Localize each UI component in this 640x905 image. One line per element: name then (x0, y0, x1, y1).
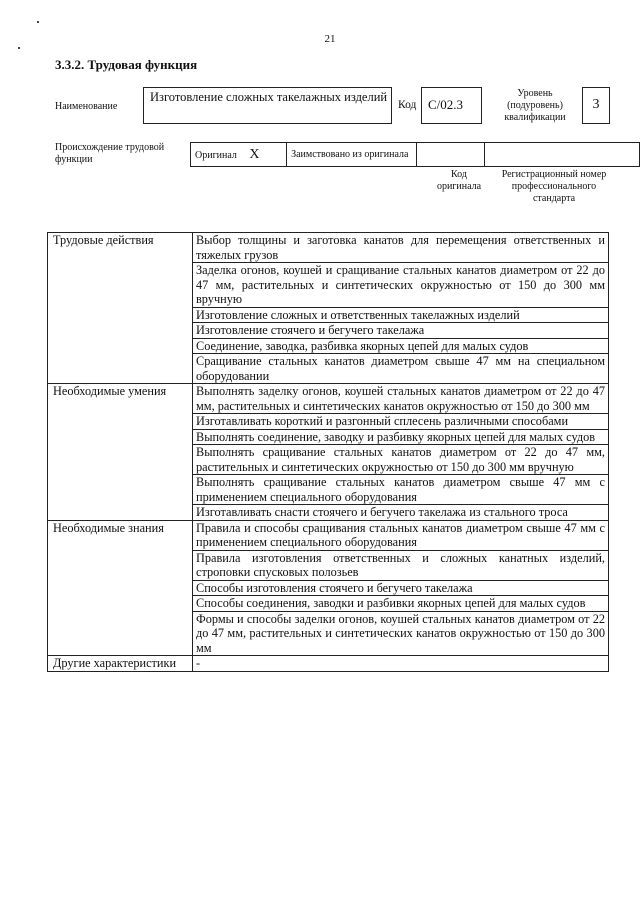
table-row (48, 656, 609, 672)
table-cell: Заделка огонов, коушей и сращивание стальных канатов диаметром от 22 до 47 мм, растительных и синтетических окружностью от 150 до 300 мм вручную (193, 263, 609, 308)
origin-label: Происхождение трудовой функции (55, 142, 165, 165)
category-cell: Трудовые действия (48, 233, 193, 384)
function-table (47, 232, 609, 672)
table-cell: Правила изготовления ответственных и сложных канатных изделий, строповки спусковых полозьев (193, 550, 609, 580)
table-cell: Выполнять сращивание стальных канатов диаметром от 22 до 47 мм, растительных и синтетических окружностью от 150 до 300 мм вручную (193, 445, 609, 475)
table-cell: Изготовление стоячего и бегучего такелажа (193, 323, 609, 339)
original-label: Оригинал (195, 149, 237, 161)
table-row (48, 233, 609, 263)
table-cell: Способы соединения, заводки и разбивки якорных цепей для малых судов (193, 596, 609, 612)
margin-speck (18, 47, 20, 49)
borrowed-label: Заимствовано из оригинала (287, 143, 417, 167)
table-row (48, 520, 609, 550)
original-code-cell (417, 143, 485, 167)
page-number: 21 (324, 33, 336, 45)
level-value: 3 (582, 87, 610, 124)
table-cell: Выбор толщины и заготовка канатов для перемещения ответственных и тяжелых грузов (193, 233, 609, 263)
code-caption: Код оригинала (436, 169, 482, 192)
level-label: Уровень (подуровень) квалификации (504, 88, 566, 123)
table-cell: Изготовление сложных и ответственных такелажных изделий (193, 307, 609, 323)
original-cell (191, 143, 287, 167)
name-value: Изготовление сложных такелажных изделий (143, 87, 392, 124)
category-cell: Другие характеристики (48, 656, 193, 672)
table-cell: Правила и способы сращивания стальных канатов диаметром свыше 47 мм с применением специального оборудования (193, 520, 609, 550)
table-cell: Способы изготовления стоячего и бегучего такелажа (193, 580, 609, 596)
code-value: С/02.3 (421, 87, 482, 124)
table-cell: Выполнять соединение, заводку и разбивку якорных цепей для малых судов (193, 429, 609, 445)
table-cell: Изготавливать короткий и разгонный сплесень различными способами (193, 414, 609, 430)
category-cell: Необходимые умения (48, 384, 193, 521)
category-cell: Необходимые знания (48, 520, 193, 656)
table-row (48, 384, 609, 414)
table-cell: - (193, 656, 609, 672)
origin-table (190, 142, 640, 167)
table-cell: Выполнять сращивание стальных канатов диаметром свыше 47 мм с применением специального оборудования (193, 475, 609, 505)
table-cell: Формы и способы заделки огонов, коушей стальных канатов диаметром от 22 до 47 мм, растительных и синтетических канатов окружностью от 150 до 300 мм (193, 611, 609, 656)
margin-speck (37, 21, 39, 23)
name-label: Наименование (55, 101, 118, 112)
table-cell: Соединение, заводка, разбивка якорных цепей для малых судов (193, 338, 609, 354)
table-cell: Выполнять заделку огонов, коушей стальных канатов диаметром от 22 до 47 мм, растительных и синтетических канатов окружностью от 150 до 300 мм (193, 384, 609, 414)
code-label: Код (398, 99, 417, 111)
table-cell: Сращивание стальных канатов диаметром свыше 47 мм на специальном оборудовании (193, 354, 609, 384)
original-mark: X (249, 146, 260, 162)
section-title: 3.3.2. Трудовая функция (55, 57, 198, 72)
reg-caption: Регистрационный номер профессионального стандарта (501, 169, 607, 204)
table-cell: Изготавливать снасти стоячего и бегучего такелажа из стального троса (193, 505, 609, 521)
reg-number-cell (484, 143, 639, 167)
